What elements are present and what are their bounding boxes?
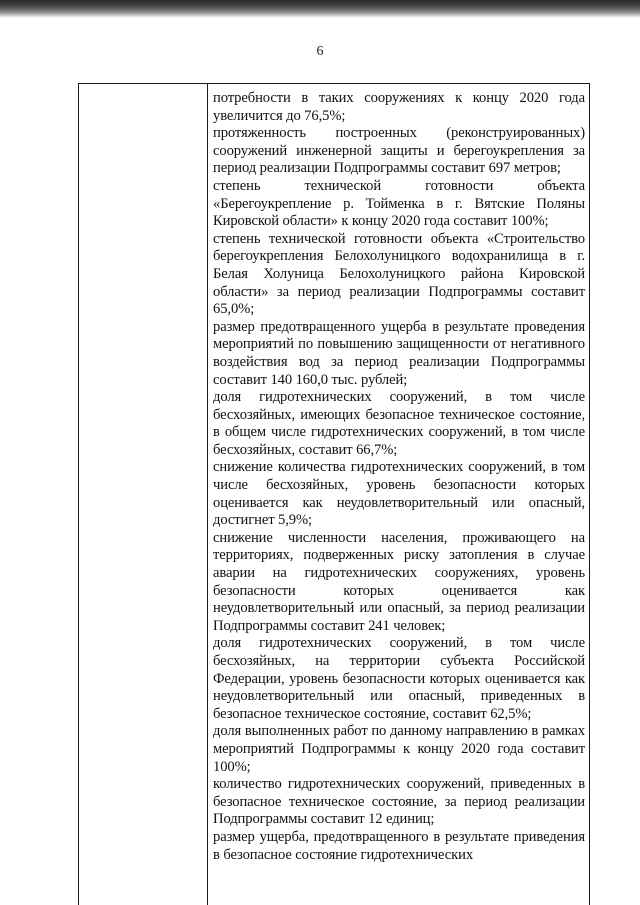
indicator-paragraph: снижение количества гидротехнических сооружений, в том числе бесхозяйных, уровень безопасности которых оценивается как неудовлетворительный или опасный, достигнет 5,9%;: [213, 459, 585, 529]
page-number: 6: [316, 44, 324, 59]
indicator-paragraph: степень технической готовности объекта «Берегоукрепление р. Тойменка в г. Вятские Поляны Кировской области» к концу 2020 года составит 100%;: [213, 177, 585, 230]
table-left-cell: [79, 84, 208, 905]
indicator-paragraph: снижение численности населения, проживающего на территориях, подверженных риску затопления в случае аварии на гидротехнических сооружениях, уровень безопасности которых оценивается как неудовлетворительный или опасный, за период реализации Подпрограммы составит 241 человек;: [213, 529, 585, 634]
scan-edge: [0, 0, 640, 18]
indicator-paragraph: степень технической готовности объекта «Строительство берегоукрепления Белохолуницкого водохранилища в г. Белая Холуница Белохолуницкого района Кировской области» за период реализации Подпрограммы составит 65,0%;: [213, 230, 585, 318]
indicator-paragraph: размер предотвращенного ущерба в результате проведения мероприятий по повышению защищенности от негативного воздействия вод за период реализации Подпрограммы составит 140 160,0 тыс. рублей;: [213, 318, 585, 388]
indicator-paragraph: доля гидротехнических сооружений, в том числе бесхозяйных, имеющих безопасное техническое состояние, в общем числе гидротехнических сооружений, в том числе бесхозяйных, составит 66,7%;: [213, 389, 585, 458]
table-right-cell: [208, 84, 589, 905]
indicator-paragraph: потребности в таких сооружениях к концу 2020 года увеличится до 76,5%;: [213, 90, 585, 124]
indicator-paragraph: протяженность построенных (реконструированных) сооружений инженерной защиты и берегоукрепления за период реализации Подпрограммы составит 697 метров;: [213, 125, 585, 177]
indicator-paragraph: доля выполненных работ по данному направлению в рамках мероприятий Подпрограммы к концу 2020 года составит 100%;: [213, 723, 585, 775]
document-table: [78, 83, 590, 905]
indicator-paragraph: размер ущерба, предотвращенного в результате приведения в безопасное состояние гидротехнических: [213, 828, 585, 863]
indicator-paragraph: доля гидротехнических сооружений, в том числе бесхозяйных, на территории субъекта Российской Федерации, уровень безопасности которых оценивается как неудовлетворительный или опасный, приведенных в безопасное техническое состояние, составит 62,5%;: [213, 635, 585, 722]
indicator-paragraph: количество гидротехнических сооружений, приведенных в безопасное техническое состояние, за период реализации Подпрограммы составит 12 единиц;: [213, 776, 585, 828]
